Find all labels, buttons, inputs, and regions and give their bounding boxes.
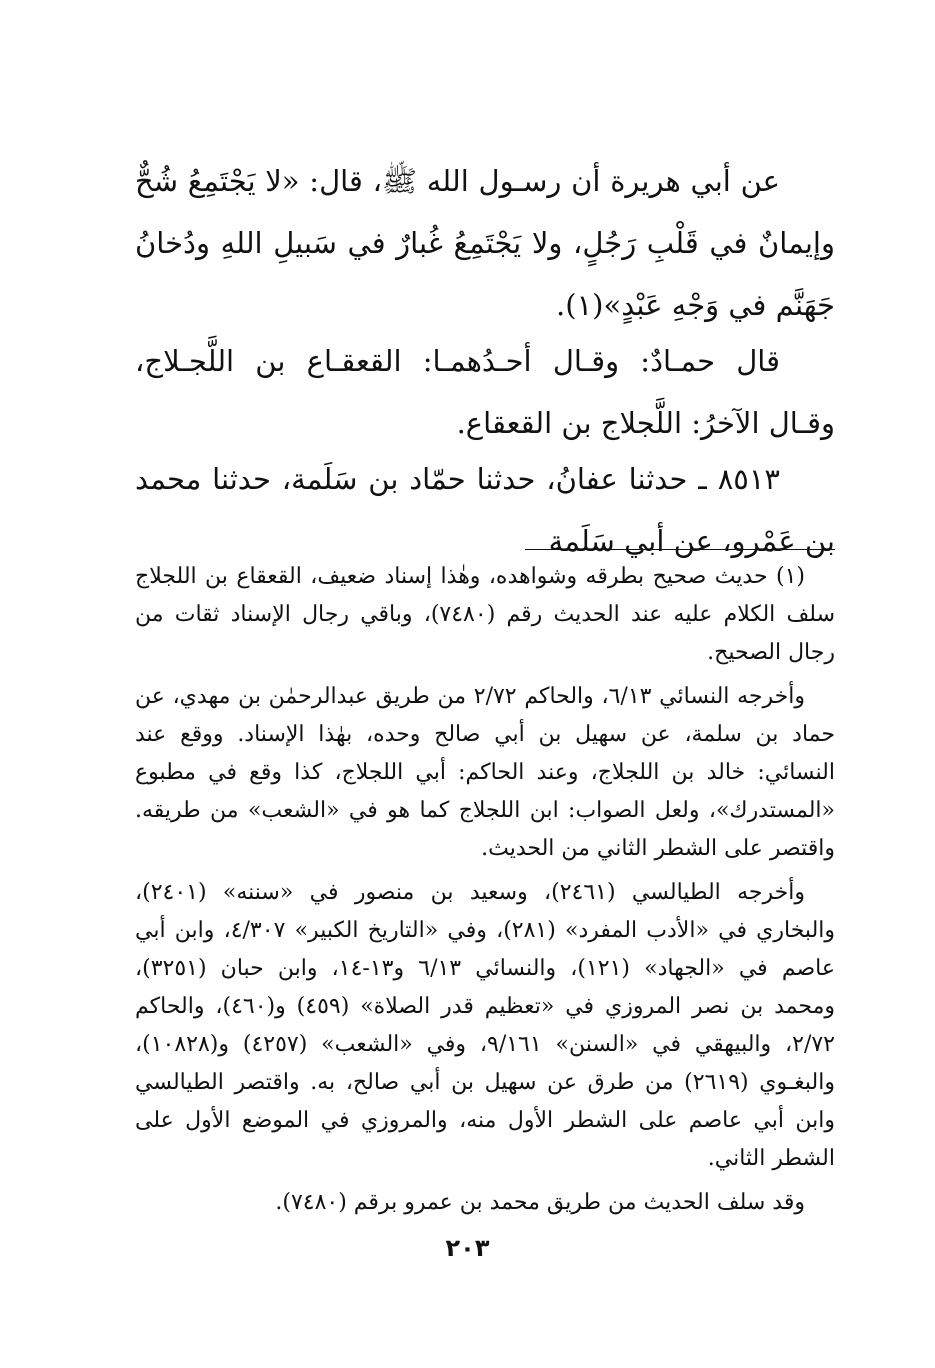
footnotes-section bbox=[135, 558, 835, 1228]
hadith-text-paragraph: عن أبي هريرة أن رسـول الله ﷺ، قال: «لا يَجْتَمِعُ شُحٌّ وإيمانٌ في قَلْبِ رَجُلٍ، ولا يَجْتَمِعُ غُبارٌ في سَبيلِ اللهِ ودُخانُ جَهَنَّم في وَجْهِ عَبْدٍ»(١). bbox=[135, 164, 835, 322]
footnote-separator bbox=[525, 549, 835, 550]
footnote-paragraph: وأخرجه النسائي ٦/١٣، والحاكم ٢/٧٢ من طريق عبدالرحمٰن بن مهدي، عن حماد بن سلمة، عن سهيل بن أبي صالح وحده، بهٰذا الإسناد. ووقع عند النسائي: خالد بن اللجلاج، وعند الحاكم: أبي اللجلاج، كذا وقع في مطبوع «المستدرك»، ولعل الصواب: ابن اللجلاج كما هو في «الشعب» من طريقه. واقتصر على الشطر الثاني من الحديث. bbox=[135, 684, 835, 861]
footnote-paragraph: وقد سلف الحديث من طريق محمد بن عمرو برقم (٧٤٨٠). bbox=[275, 1190, 805, 1215]
page-number: ٢٠٣ bbox=[445, 1234, 490, 1262]
narrator-note-paragraph: قال حمـادٌ: وقـال أحـدُهمـا: القعقـاع بن اللَّجـلاج، وقـال الآخرُ: اللَّجلاج بن القعقاع. bbox=[135, 344, 835, 440]
hadith-chain-paragraph: ٨٥١٣ ـ حدثنا عفانُ، حدثنا حمّاد بن سَلَمة، حدثنا محمد بن عَمْرو، عن أبي سَلَمة bbox=[135, 462, 835, 558]
footnote-paragraph: وأخرجه الطيالسي (٢٤٦١)، وسعيد بن منصور في «سننه» (٢٤٠١)، والبخاري في «الأدب المفرد» (٢٨١)، وفي «التاريخ الكبير» ٤/٣٠٧، وابن أبي عاصم في «الجهاد» (١٢١)، والنسائي ٦/١٣ و١٣-١٤، وابن حبان (٣٢٥١)، ومحمد بن نصر المروزي في «تعظيم قدر الصلاة» (٤٥٩) و(٤٦٠)، والحاكم ٢/٧٢، والبيهقي في «السنن» ٩/١٦١، وفي «الشعب» (٤٢٥٧) و(١٠٨٢٨)، والبغـوي (٢٦١٩) من طرق عن سهيل بن أبي صالح، به. واقتصر الطيالسي وابن أبي عاصم على الشطر الأول منه، والمروزي في الموضع الأول على الشطر الثاني. bbox=[135, 880, 836, 1171]
footnote-paragraph: (١) حديث صحيح بطرقه وشواهده، وهٰذا إسناد ضعيف، القعقاع بن اللجلاج سلف الكلام عليه عند الحديث رقم (٧٤٨٠)، وباقي رجال الإسناد ثقات من رجال الصحيح. bbox=[135, 564, 836, 665]
